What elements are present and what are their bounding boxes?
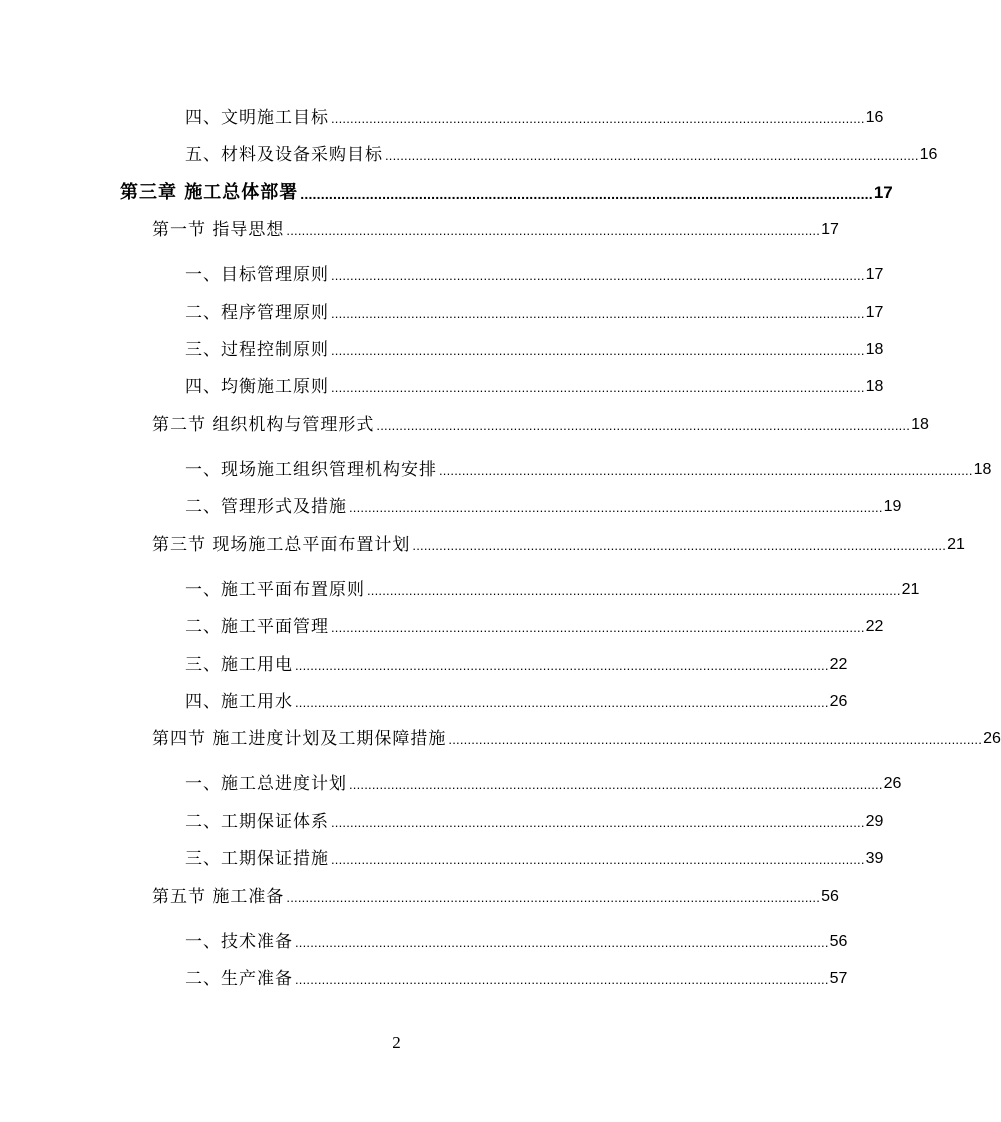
toc-entry-page: 21 xyxy=(947,536,965,553)
toc-leader-dots: ............................................................................................................................................ xyxy=(349,500,883,515)
toc-leader-dots: ............................................................................................................................................ xyxy=(385,148,919,163)
toc-section-3 xyxy=(152,533,965,557)
toc-leader-dots: ............................................................................................................................................ xyxy=(331,852,865,867)
toc-leader-dots: ............................................................................................................................................ xyxy=(331,380,865,395)
toc-entry-label: 第三节 现场施工总平面布置计划 xyxy=(152,535,411,555)
toc-entry-page: 17 xyxy=(821,221,839,238)
toc-section-2 xyxy=(152,413,929,437)
toc-entry-label: 第三章 施工总体部署 xyxy=(120,182,299,203)
toc-entry xyxy=(185,375,884,399)
toc-leader-dots: ............................................................................................................................................ xyxy=(331,268,865,283)
toc-entry-page: 17 xyxy=(865,266,884,283)
toc-entry xyxy=(185,810,884,834)
toc-entry xyxy=(185,653,848,677)
toc-leader-dots: ............................................................................................................................................ xyxy=(331,620,865,635)
toc-entry-label: 第二节 组织机构与管理形式 xyxy=(152,415,375,435)
toc-entry xyxy=(185,263,884,287)
toc-entry-page: 26 xyxy=(983,730,1001,747)
toc-section-1 xyxy=(152,218,839,242)
toc-leader-dots: ............................................................................................................................................ xyxy=(300,186,873,202)
toc-entry-label: 一、施工平面布置原则 xyxy=(185,580,365,600)
toc-leader-dots: ............................................................................................................................................ xyxy=(448,732,983,747)
toc-entry-procurement-goal xyxy=(185,143,938,167)
toc-leader-dots: ............................................................................................................................................ xyxy=(331,815,865,830)
toc-entry-civilized-construction-goal xyxy=(185,106,884,130)
toc-entry-label: 一、技术准备 xyxy=(185,932,293,952)
toc-entry-page: 22 xyxy=(865,618,884,635)
toc-entry-label: 二、生产准备 xyxy=(185,969,293,989)
toc-entry-page: 39 xyxy=(865,850,884,867)
toc-entry-page: 18 xyxy=(865,378,884,395)
toc-entry xyxy=(185,615,884,639)
toc-leader-dots: ............................................................................................................................................ xyxy=(367,583,901,598)
toc-leader-dots: ............................................................................................................................................ xyxy=(295,972,829,987)
toc-entry xyxy=(185,847,884,871)
toc-section-5 xyxy=(152,885,839,909)
toc-entry-label: 四、均衡施工原则 xyxy=(185,377,329,397)
toc-entry-page: 56 xyxy=(829,933,848,950)
toc-entry xyxy=(185,495,902,519)
toc-entry-label: 三、工期保证措施 xyxy=(185,849,329,869)
toc-leader-dots: ............................................................................................................................................ xyxy=(286,890,821,905)
toc-entry-page: 56 xyxy=(821,888,839,905)
toc-leader-dots: ............................................................................................................................................ xyxy=(349,777,883,792)
toc-leader-dots: ............................................................................................................................................ xyxy=(331,111,865,126)
toc-entry-label: 一、现场施工组织管理机构安排 xyxy=(185,460,437,480)
toc-entry xyxy=(185,967,848,991)
toc-leader-dots: ............................................................................................................................................ xyxy=(286,223,821,238)
toc-entry-label: 第四节 施工进度计划及工期保障措施 xyxy=(152,729,447,749)
toc-entry-label: 二、施工平面管理 xyxy=(185,617,329,637)
toc-entry xyxy=(185,301,884,325)
toc-entry-label: 二、程序管理原则 xyxy=(185,303,329,323)
toc-entry-page: 26 xyxy=(829,693,848,710)
toc-leader-dots: ............................................................................................................................................ xyxy=(376,418,911,433)
toc-entry-page: 57 xyxy=(829,970,848,987)
toc-entry-label: 二、管理形式及措施 xyxy=(185,497,347,517)
toc-entry xyxy=(185,930,848,954)
toc-entry-page: 17 xyxy=(865,304,884,321)
toc-chapter-3 xyxy=(120,181,893,205)
toc-entry-page: 22 xyxy=(829,656,848,673)
toc-entry-page: 18 xyxy=(865,341,884,358)
toc-leader-dots: ............................................................................................................................................ xyxy=(295,695,829,710)
toc-entry-label: 第一节 指导思想 xyxy=(152,220,285,240)
toc-entry-page: 16 xyxy=(865,109,884,126)
toc-section-4 xyxy=(152,727,1001,751)
toc-leader-dots: ............................................................................................................................................ xyxy=(412,538,947,553)
toc-entry-label: 一、目标管理原则 xyxy=(185,265,329,285)
toc-entry-page: 26 xyxy=(883,775,902,792)
toc-entry-page: 29 xyxy=(865,813,884,830)
toc-entry-label: 第五节 施工准备 xyxy=(152,887,285,907)
toc-entry-label: 四、文明施工目标 xyxy=(185,108,329,128)
toc-entry-label: 三、施工用电 xyxy=(185,655,293,675)
toc-entry-page: 16 xyxy=(919,146,938,163)
toc-entry-label: 三、过程控制原则 xyxy=(185,340,329,360)
toc-entry-page: 18 xyxy=(911,416,929,433)
toc-leader-dots: ............................................................................................................................................ xyxy=(331,306,865,321)
toc-entry-page: 21 xyxy=(901,581,920,598)
toc-entry xyxy=(185,338,884,362)
toc-entry-label: 一、施工总进度计划 xyxy=(185,774,347,794)
toc-leader-dots: ............................................................................................................................................ xyxy=(295,935,829,950)
toc-entry xyxy=(185,690,848,714)
toc-entry-page: 18 xyxy=(973,461,992,478)
toc-entry-label: 五、材料及设备采购目标 xyxy=(185,145,383,165)
page-number: 2 xyxy=(392,1033,401,1052)
toc-leader-dots: ............................................................................................................................................ xyxy=(295,658,829,673)
toc-entry xyxy=(185,772,902,796)
toc-entry-label: 二、工期保证体系 xyxy=(185,812,329,832)
toc-leader-dots: ............................................................................................................................................ xyxy=(331,343,865,358)
toc-entry xyxy=(185,578,920,602)
toc-leader-dots: ............................................................................................................................................ xyxy=(439,463,973,478)
toc-entry-label: 四、施工用水 xyxy=(185,692,293,712)
toc-entry-page: 19 xyxy=(883,498,902,515)
toc-entry-page: 17 xyxy=(873,183,893,202)
toc-entry xyxy=(185,458,992,482)
